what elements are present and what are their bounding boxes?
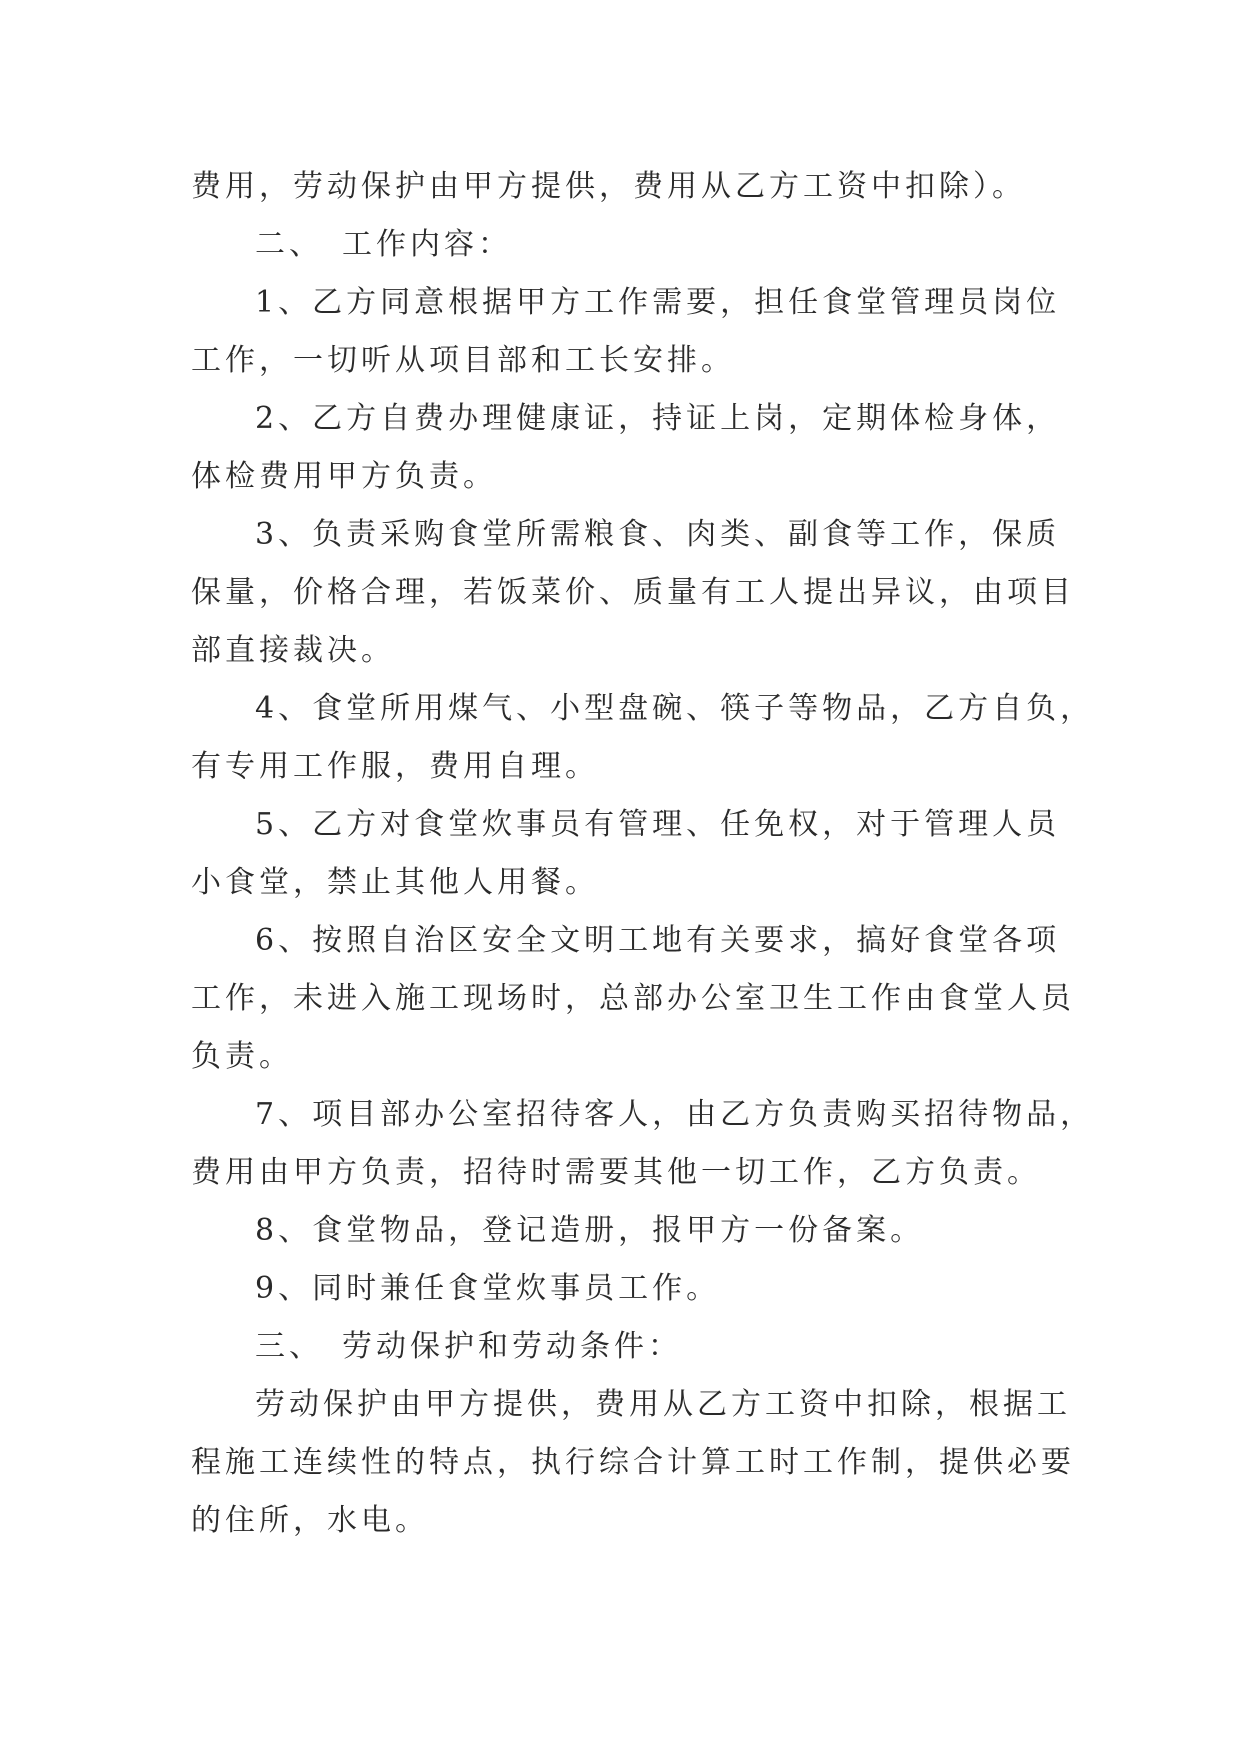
text-line: 费用由甲方负责，招待时需要其他一切工作，乙方负责。: [191, 1155, 1041, 1190]
text-line: 保量，价格合理，若饭菜价、质量有工人提出异议，由项目: [191, 575, 1075, 610]
text-line: 2、乙方自费办理健康证，持证上岗，定期体检身体，: [255, 401, 1061, 436]
text-line: 小食堂，禁止其他人用餐。: [191, 865, 599, 900]
text-line: 三、 劳动保护和劳动条件：: [255, 1329, 682, 1364]
text-line: 5、乙方对食堂炊事员有管理、任免权，对于管理人员: [255, 807, 1061, 842]
text-line: 9、同时兼任食堂炊事员工作。: [255, 1271, 721, 1306]
text-line: 8、食堂物品，登记造册，报甲方一份备案。: [255, 1213, 925, 1248]
text-line: 部直接裁决。: [191, 633, 395, 668]
document-body: [191, 158, 1095, 1550]
text-line: 二、 工作内容：: [255, 227, 512, 262]
text-line: 1、乙方同意根据甲方工作需要，担任食堂管理员岗位: [255, 285, 1061, 320]
text-line: 负责。: [191, 1039, 293, 1074]
text-line: 体检费用甲方负责。: [191, 459, 497, 494]
text-line: 的住所，水电。: [191, 1503, 429, 1538]
text-line: 3、负责采购食堂所需粮食、肉类、副食等工作，保质: [255, 517, 1061, 552]
text-line: 6、按照自治区安全文明工地有关要求，搞好食堂各项: [255, 923, 1061, 958]
text-line: 劳动保护由甲方提供，费用从乙方工资中扣除，根据工: [255, 1387, 1071, 1422]
text-line: 有专用工作服，费用自理。: [191, 749, 599, 784]
text-line: 费用，劳动保护由甲方提供，费用从乙方工资中扣除）。: [191, 169, 1026, 204]
text-line: 4、食堂所用煤气、小型盘碗、筷子等物品，乙方自负，: [255, 691, 1095, 726]
text-line: 工作，一切听从项目部和工长安排。: [191, 343, 735, 378]
text-line: 工作，未进入施工现场时，总部办公室卫生工作由食堂人员: [191, 981, 1075, 1016]
text-line: 7、项目部办公室招待客人，由乙方负责购买招待物品，: [255, 1097, 1095, 1132]
text-line: 程施工连续性的特点，执行综合计算工时工作制，提供必要: [191, 1445, 1075, 1480]
